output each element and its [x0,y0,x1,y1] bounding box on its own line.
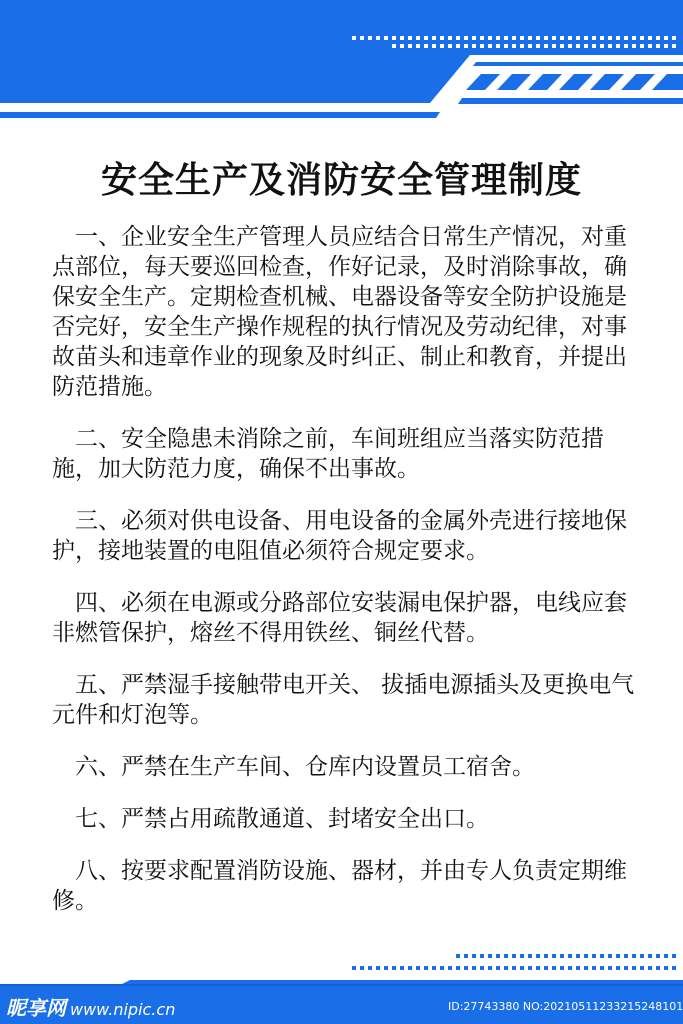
watermark-url: www.nipic.cn [70,1000,176,1019]
regulation-item-6: 六、严禁在生产车间、仓库内设置员工宿舍。 [75,754,535,780]
regulation-item-3: 三、必须对供电设备、用电设备的金属外壳进行接地保护，接地装置的电阻值必须符合规定要求。 [52,508,627,564]
watermark [6,992,175,1018]
header-graphic [0,0,683,130]
header-stripes [466,74,683,90]
regulation-body [52,222,638,938]
regulation-item-1: 一、企业安全生产管理人员应结合日常生产情况，对重点部位，每天要巡回检查，作好记录，及时消除事故，确保安全生产。定期检查机械、电器设备等安全防护设施是否完好，安全生产操作规程的执行情况及劳动纪律，对事故苗头和违章作业的现象及时纠正、制止和教育，并提出防范措施。 [52,224,627,400]
regulation-item-5: 五、严禁湿手接触带电开关、 拔插电源插头及更换电气元件和灯泡等。 [52,672,635,728]
regulation-item-7: 七、严禁占用疏散通道、封堵安全出口。 [75,806,489,832]
image-id-label: ID:27743380 NO:20210511233215248101 [448,1000,683,1013]
regulation-item-2: 二、安全隐患未消除之前，车间班组应当落实防范措施，加大防范力度，确保不出事故。 [52,426,604,482]
page-title: 安全生产及消防安全管理制度 [100,160,582,201]
regulation-item-4: 四、必须在电源或分路部位安装漏电保护器，电线应套非燃管保护，熔丝不得用铁丝、铜丝代替。 [52,590,627,646]
regulation-item-8: 八、按要求配置消防设施、器材，并由专人负责定期维修。 [52,858,627,914]
watermark-brand: 昵享网 [6,996,66,1020]
footer-dots [352,954,676,970]
